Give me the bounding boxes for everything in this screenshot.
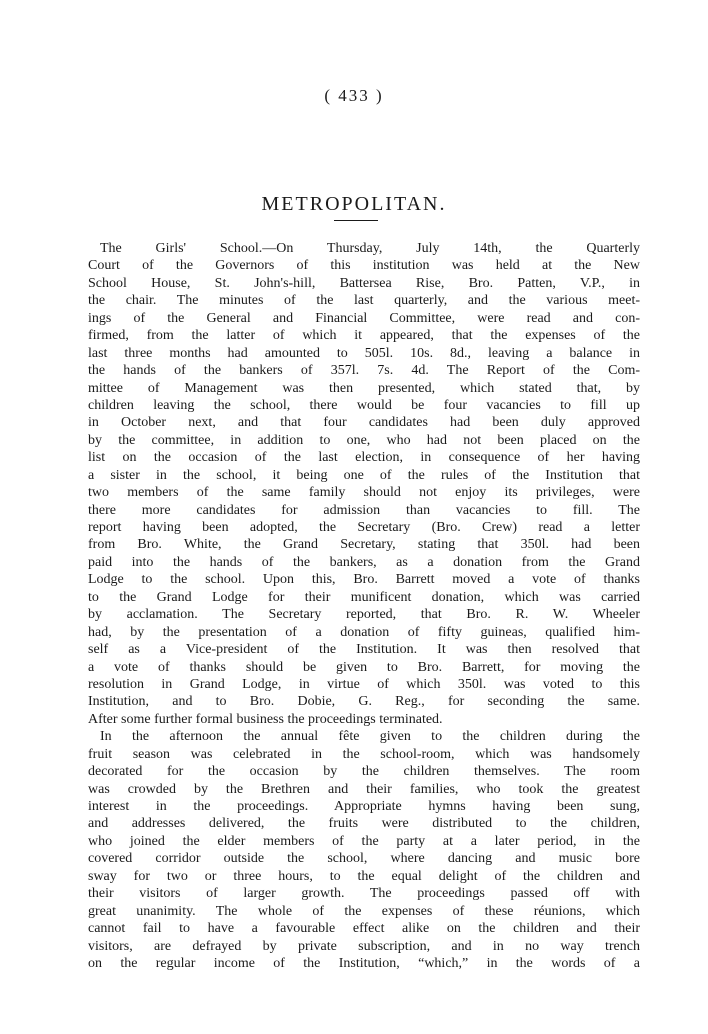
text-line: who joined the elder members of the party at a later period, in the [88, 833, 640, 849]
text-line: from Bro. White, the Grand Secretary, stating that 350l. had been [88, 537, 640, 553]
text-line: by the committee, in addition to one, who had not been placed on the [88, 432, 640, 448]
text-line: cannot fail to have a favourable effect alike on the children and their [88, 921, 640, 937]
text-line: sway for two or three hours, to the equal delight of the children and [88, 868, 640, 884]
text-line: paid into the hands of the bankers, as a donation from the Grand [88, 554, 640, 570]
paragraph-girls-school [88, 240, 640, 728]
text-line: a vote of thanks should be given to Bro. Barrett, for moving the [88, 659, 640, 675]
text-line: the chair. The minutes of the last quarterly, and the various meet- [88, 293, 640, 309]
text-line: After some further formal business the proceedings terminated. [88, 711, 443, 727]
text-line: was crowded by the Brethren and their families, who took the greatest [88, 781, 640, 797]
text-line: report having been adopted, the Secretary (Bro. Crew) read a letter [88, 520, 640, 535]
article-body [88, 240, 640, 972]
text-line: School House, St. John's-hill, Battersea Rise, Bro. Patten, V.P., in [88, 275, 640, 291]
text-line: In the afternoon the annual fête given to the children during the [100, 729, 640, 745]
page-number: ( 433 ) [324, 86, 384, 105]
text-line: the hands of the bankers of 357l. 7s. 4d. The Report of the Com- [88, 363, 640, 379]
text-line: fruit season was celebrated in the school-room, which was handsomely [88, 746, 640, 762]
text-line: to the Grand Lodge for their munificent donation, which was carried [88, 589, 640, 605]
text-line: The Girls' School.—On Thursday, July 14th, the Quarterly [100, 241, 640, 256]
text-line: their visitors of larger growth. The proceedings passed off with [88, 886, 640, 902]
text-line: ings of the General and Financial Committee, were read and con- [88, 310, 640, 326]
text-line: great unanimity. The whole of the expenses of these réunions, which [88, 903, 640, 919]
section-title: METROPOLITAN. [261, 193, 447, 216]
text-line: Lodge to the school. Upon this, Bro. Barrett moved a vote of thanks [88, 572, 640, 588]
text-line: visitors, are defrayed by private subscription, and in no way trench [88, 938, 640, 954]
text-line: and addresses delivered, the fruits were distributed to the children, [88, 816, 640, 832]
text-line: last three months had amounted to 505l. 10s. 8d., leaving a balance in [88, 345, 640, 361]
text-line: covered corridor outside the school, where dancing and music bore [88, 851, 640, 867]
text-line: there more candidates for admission than vacancies to fill. The [88, 502, 640, 518]
text-line: children leaving the school, there would be four vacancies to fill up [88, 397, 640, 413]
text-line: on the regular income of the Institution, “which,” in the words of a [88, 955, 640, 971]
text-line: resolution in Grand Lodge, in virtue of which 350l. was voted to this [88, 676, 640, 692]
text-line: interest in the proceedings. Appropriate hymns having been sung, [88, 799, 640, 814]
text-line: mittee of Management was then presented, which stated that, by [88, 380, 640, 396]
text-line: a sister in the school, it being one of the rules of the Institution that [88, 467, 640, 483]
text-line: Court of the Governors of this institution was held at the New [88, 258, 640, 274]
text-line: by acclamation. The Secretary reported, that Bro. R. W. Wheeler [88, 607, 640, 623]
text-line: in October next, and that four candidates had been duly approved [88, 415, 640, 431]
paragraph-annual-fete [88, 728, 640, 972]
text-line: decorated for the occasion by the children themselves. The room [88, 764, 640, 780]
text-line: self as a Vice-president of the Institution. It was then resolved that [88, 642, 640, 658]
text-line: firmed, from the latter of which it appeared, that the expenses of the [88, 328, 640, 344]
text-line: list on the occasion of the last election, in consequence of her having [88, 450, 640, 466]
text-line: two members of the same family should not enjoy its privileges, were [88, 485, 640, 501]
text-line: had, by the presentation of a donation of fifty guineas, qualified him- [88, 624, 640, 640]
text-line: Institution, and to Bro. Dobie, G. Reg., for seconding the same. [88, 694, 640, 710]
title-divider [334, 220, 378, 221]
